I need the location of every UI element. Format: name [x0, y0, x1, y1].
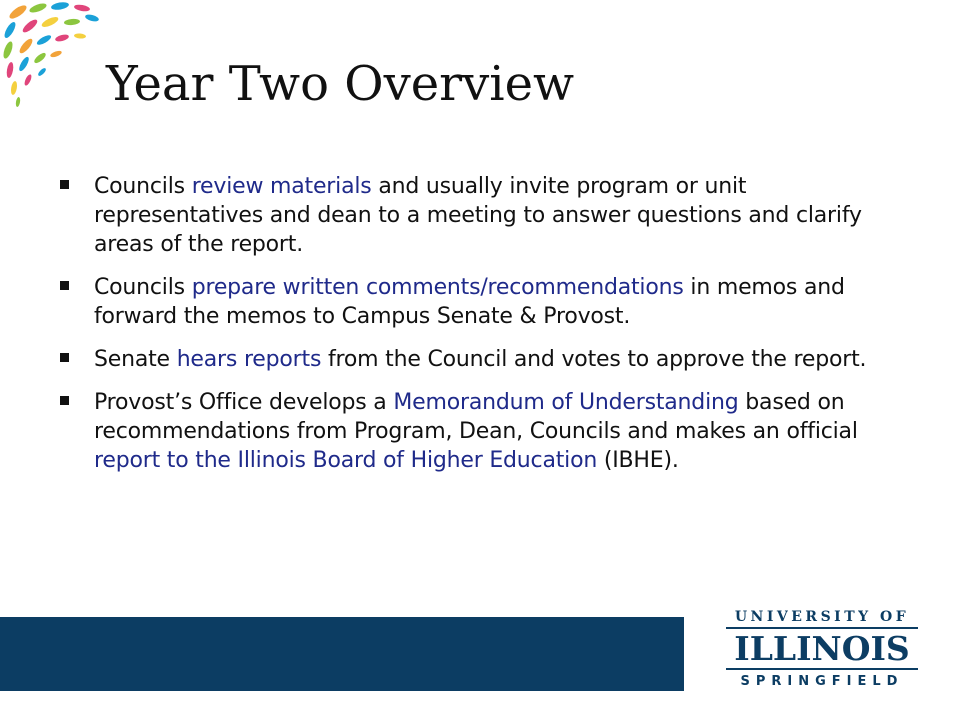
logo-line-university-of: UNIVERSITY OF [734, 609, 910, 625]
bullet-highlight-text: review materials [191, 174, 372, 199]
bullet-item [60, 345, 880, 374]
petal-burst-icon [0, 0, 110, 110]
logo-line-springfield: SPRINGFIELD [740, 674, 904, 689]
bullet-item [60, 172, 880, 259]
logo-divider [726, 668, 918, 670]
bullet-text [94, 347, 866, 372]
petal-group [2, 1, 100, 107]
bullet-text [94, 174, 862, 257]
bullet-item [60, 388, 880, 475]
footer-bar [0, 617, 684, 691]
logo-line-illinois: ILLINOIS [734, 629, 910, 668]
university-logo [722, 608, 922, 692]
square-bullet-icon [60, 353, 69, 362]
bullet-plain-text: and usually invite program or unit representatives and dean to a meeting to answer questions and clarify areas of the report. [94, 174, 862, 257]
bullet-plain-text: Councils [94, 174, 192, 199]
square-bullet-icon [60, 281, 69, 290]
bullet-item [60, 273, 880, 331]
bullet-text [94, 390, 858, 473]
bullet-plain-text: (IBHE). [597, 448, 679, 473]
bullet-plain-text: Councils [94, 275, 192, 300]
bullet-highlight-text: prepare written comments/recommendations [191, 275, 684, 300]
bullet-highlight-text: hears reports [176, 347, 322, 372]
bullet-highlight-text: Memorandum of Understanding [393, 390, 739, 415]
bullet-plain-text: Provost’s Office develops a [94, 390, 394, 415]
square-bullet-icon [60, 396, 69, 405]
bullet-highlight-text: report to the Illinois Board of Higher Education [94, 448, 598, 473]
slide-title: Year Two Overview [106, 56, 575, 112]
bullet-plain-text: in memos and forward the memos to Campus Senate & Provost. [94, 275, 845, 329]
bullet-plain-text: Senate [94, 347, 177, 372]
bullet-plain-text: from the Council and votes to approve the report. [321, 347, 867, 372]
bullet-text [94, 275, 845, 329]
bullet-list [60, 172, 880, 489]
square-bullet-icon [60, 180, 69, 189]
bullet-plain-text: based on recommendations from Program, Dean, Councils and makes an official [94, 390, 858, 444]
